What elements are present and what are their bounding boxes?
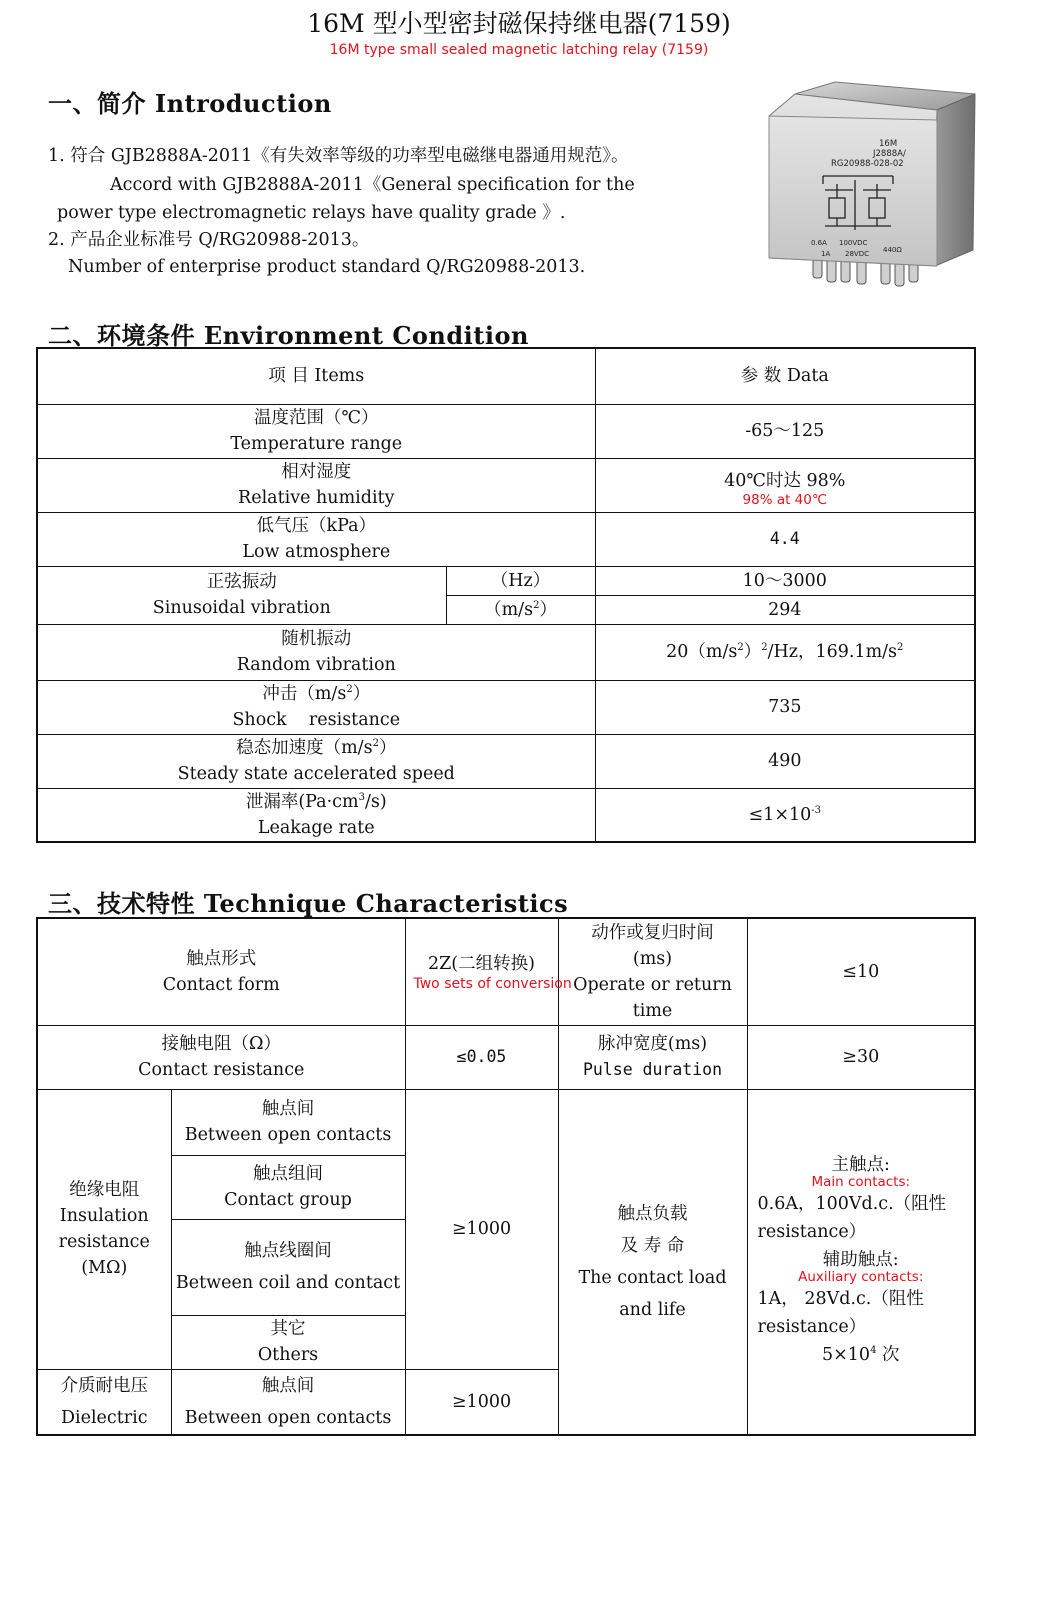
- relay-model-label: 16M: [879, 139, 898, 149]
- tech-operate-time-label: 动作或复归时间 (ms) Operate or return time: [558, 918, 747, 1025]
- relay-rating-label-3: 440Ω: [883, 246, 902, 254]
- env-row-shock-value: 735: [595, 680, 975, 734]
- technique-table: [36, 917, 976, 1436]
- relay-rating-label-2: 100VDC: [839, 239, 868, 247]
- relay-std-label: RG20988-028-02: [831, 159, 904, 169]
- env-row-humidity-label: 相对湿度 Relative humidity: [37, 458, 595, 512]
- relay-spec-label: J2888A/: [873, 149, 906, 159]
- intro-line-3: power type electromagnetic relays have quality grade 》.: [57, 203, 566, 223]
- env-row-sinusoidal-label: 正弦振动 Sinusoidal vibration: [37, 566, 446, 624]
- env-header-items: 项 目 Items: [37, 348, 595, 404]
- tech-load-life-label: 触点负载 及 寿 命 The contact load and life: [558, 1089, 747, 1435]
- tech-dielectric-open-contacts: 触点间 Between open contacts: [171, 1369, 405, 1435]
- env-row-low-atmosphere-value: 4.4: [595, 512, 975, 566]
- relay-rating-label-5: 28VDC: [845, 250, 869, 258]
- document-subtitle: 16M type small sealed magnetic latching relay (7159): [329, 42, 709, 58]
- intro-line-1: 1. 符合 GJB2888A-2011《有失效率等级的功率型电磁继电器通用规范》。: [48, 146, 629, 166]
- env-row-humidity-value: 40℃时达 98% 98% at 40℃: [595, 458, 975, 512]
- tech-load-life-value: 主触点: Main contacts: 0.6A，100Vd.c.（阻性resistance） 辅助触点: Auxiliary contacts: 1A， 28Vd.c.（阻性resistance） $5\times 10^4$ 次: [747, 1089, 975, 1435]
- env-row-leakage-value: $\le 1\times 10^{-3}$: [595, 788, 975, 842]
- intro-line-2: Accord with GJB2888A-2011《General specification for the: [110, 175, 635, 195]
- tech-insulation-contact-group: 触点组间 Contact group: [171, 1155, 405, 1219]
- tech-dielectric-label: 介质耐电压 Dielectric: [37, 1369, 171, 1435]
- section-heading-introduction: 一、简介 Introduction: [48, 89, 332, 118]
- section-heading-technique: 三、技术特性 Technique Characteristics: [48, 889, 569, 918]
- env-header-data: 参 数 Data: [595, 348, 975, 404]
- relay-rating-label-4: 1A: [821, 250, 831, 258]
- env-sinusoidal-value-accel: 294: [595, 595, 975, 624]
- auxiliary-contacts-english-note: Auxiliary contacts:: [798, 1268, 924, 1285]
- document-title: 16M 型小型密封磁保持继电器(7159): [307, 9, 731, 38]
- tech-operate-time-value: ≤10: [747, 918, 975, 1025]
- relay-product-image: [765, 80, 980, 295]
- env-row-temperature-value: -65～125: [595, 404, 975, 458]
- env-sinusoidal-value-hz: 10～3000: [595, 566, 975, 595]
- contact-form-english-note: Two sets of conversion: [413, 976, 572, 993]
- section-heading-environment: 二、环境条件 Environment Condition: [48, 321, 529, 350]
- env-row-acceleration-value: 490: [595, 734, 975, 788]
- tech-contact-resistance-label: 接触电阻（Ω） Contact resistance: [37, 1025, 405, 1089]
- tech-pulse-duration-label: 脉冲宽度(ms) Pulse duration: [558, 1025, 747, 1089]
- env-row-random-value: $20(m/s^2)^2/Hz$，$169.1m/s^2$: [595, 624, 975, 680]
- tech-insulation-others: 其它 Others: [171, 1315, 405, 1369]
- tech-insulation-value: ≥1000: [405, 1089, 558, 1369]
- env-row-acceleration-label: 稳态加速度$(m/s^2)$ Steady state accelerated speed: [37, 734, 595, 788]
- tech-insulation-coil-contact: 触点线圈间 Between coil and contact: [171, 1219, 405, 1315]
- env-row-temperature-label: 温度范围（℃） Temperature range: [37, 404, 595, 458]
- main-contacts-english-note: Main contacts:: [811, 1173, 911, 1190]
- environment-table: [36, 347, 976, 843]
- env-row-shock-label: 冲击$(m/s^2)$ Shock resistance: [37, 680, 595, 734]
- tech-dielectric-value: ≥1000: [405, 1369, 558, 1435]
- env-row-low-atmosphere-label: 低气压（kPa） Low atmosphere: [37, 512, 595, 566]
- humidity-english-note: 98% at 40℃: [742, 491, 828, 508]
- intro-line-5: Number of enterprise product standard Q/RG20988-2013.: [68, 257, 586, 277]
- tech-insulation-open-contacts: 触点间 Between open contacts: [171, 1089, 405, 1155]
- env-row-leakage-label: 泄漏率$(Pa\cdot cm^3/s)$ Leakage rate: [37, 788, 595, 842]
- env-sinusoidal-unit-accel: $(m/s^2)$: [446, 595, 595, 624]
- tech-contact-form-label: 触点形式 Contact form: [37, 918, 405, 1025]
- env-sinusoidal-unit-hz: （Hz）: [446, 566, 595, 595]
- tech-contact-resistance-value: ≤0.05: [405, 1025, 558, 1089]
- tech-pulse-duration-value: ≥30: [747, 1025, 975, 1089]
- env-row-random-label: 随机振动 Random vibration: [37, 624, 595, 680]
- tech-contact-form-value: 2Z(二组转换) Two sets of conversion: [405, 918, 558, 1025]
- intro-line-4: 2. 产品企业标准号 Q/RG20988-2013。: [48, 230, 370, 250]
- relay-rating-label-1: 0.6A: [811, 239, 827, 247]
- tech-insulation-label: 绝缘电阻 Insulation resistance (MΩ): [37, 1089, 171, 1369]
